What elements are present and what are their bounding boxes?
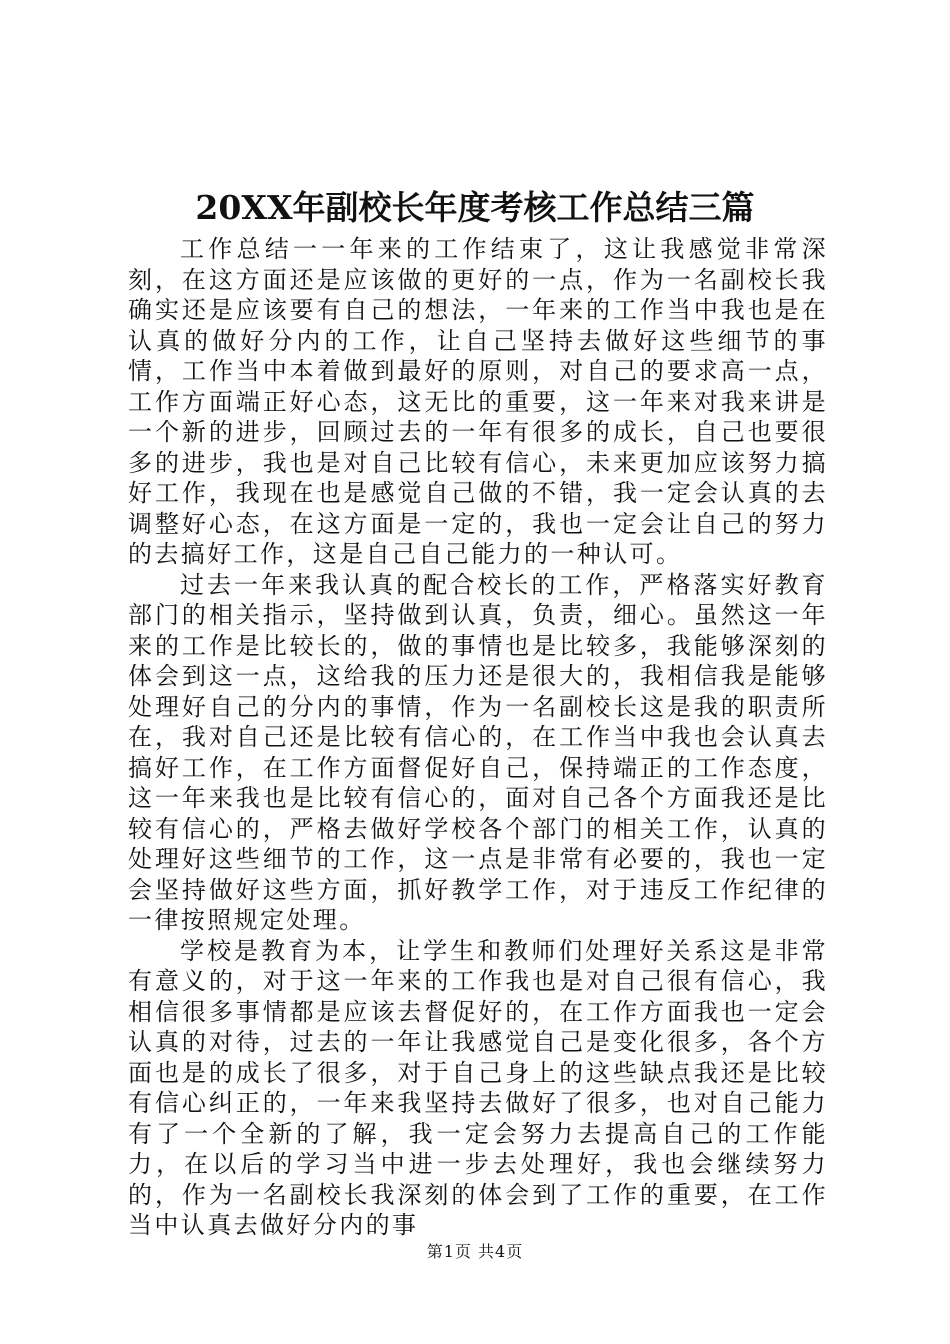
paragraph-3: 学校是教育为本，让学生和教师们处理好关系这是非常有意义的，对于这一年来的工作我也是对自己很有信心，我相信很多事情都是应该去督促好的，在工作方面我也一定会认真的对待，过去的一年让我感觉自己是变化很多，各个方面也是的成长了很多，对于自己身上的这些缺点我还是比较有信心纠正的，一年来我坚持去做好了很多，也对自己能力有了一个全新的了解，我一定会努力去提高自己的工作能力，在以后的学习当中进一步去处理好，我也会继续努力的，作为一名副校长我深刻的体会到了工作的重要，在工作当中认真去做好分内的事 xyxy=(128,936,828,1239)
paragraph-2: 过去一年来我认真的配合校长的工作，严格落实好教育部门的相关指示，坚持做到认真，负责，细心。虽然这一年来的工作是比较长的，做的事情也是比较多，我能够深刻的体会到这一点，这给我的压力还是很大的，我相信我是能够处理好自己的分内的事情，作为一名副校长这是我的职责所在，我对自己还是比较有信心的，在工作当中我也会认真去搞好工作，在工作方面督促好自己，保持端正的工作态度，这一年来我也是比较有信心的，面对自己各个方面我还是比较有信心的，严格去做好学校各个部门的相关工作，认真的处理好这些细节的工作，这一点是非常有必要的，我也一定会坚持做好这些方面，抓好教学工作，对于违反工作纪律的一律按照规定处理。 xyxy=(128,570,828,934)
page-number-footer: 第1页 共4页 xyxy=(426,1242,524,1261)
paragraph-1: 工作总结一一年来的工作结束了，这让我感觉非常深刻，在这方面还是应该做的更好的一点，作为一名副校长我确实还是应该要有自己的想法，一年来的工作当中我也是在认真的做好分内的工作，让自己坚持去做好这些细节的事情，工作当中本着做到最好的原则，对自己的要求高一点，工作方面端正好心态，这无比的重要，这一年来对我来讲是一个新的进步，回顾过去的一年有很多的成长，自己也要很多的进步，我也是对自己比较有信心，未来更加应该努力搞好工作，我现在也是感觉自己做的不错，我一定会认真的去调整好心态，在这方面是一定的，我也一定会让自己的努力的去搞好工作，这是自己自己能力的一种认可。 xyxy=(128,235,828,568)
document-title: 20XX年副校长年度考核工作总结三篇 xyxy=(195,188,755,227)
document-body xyxy=(128,234,828,1241)
